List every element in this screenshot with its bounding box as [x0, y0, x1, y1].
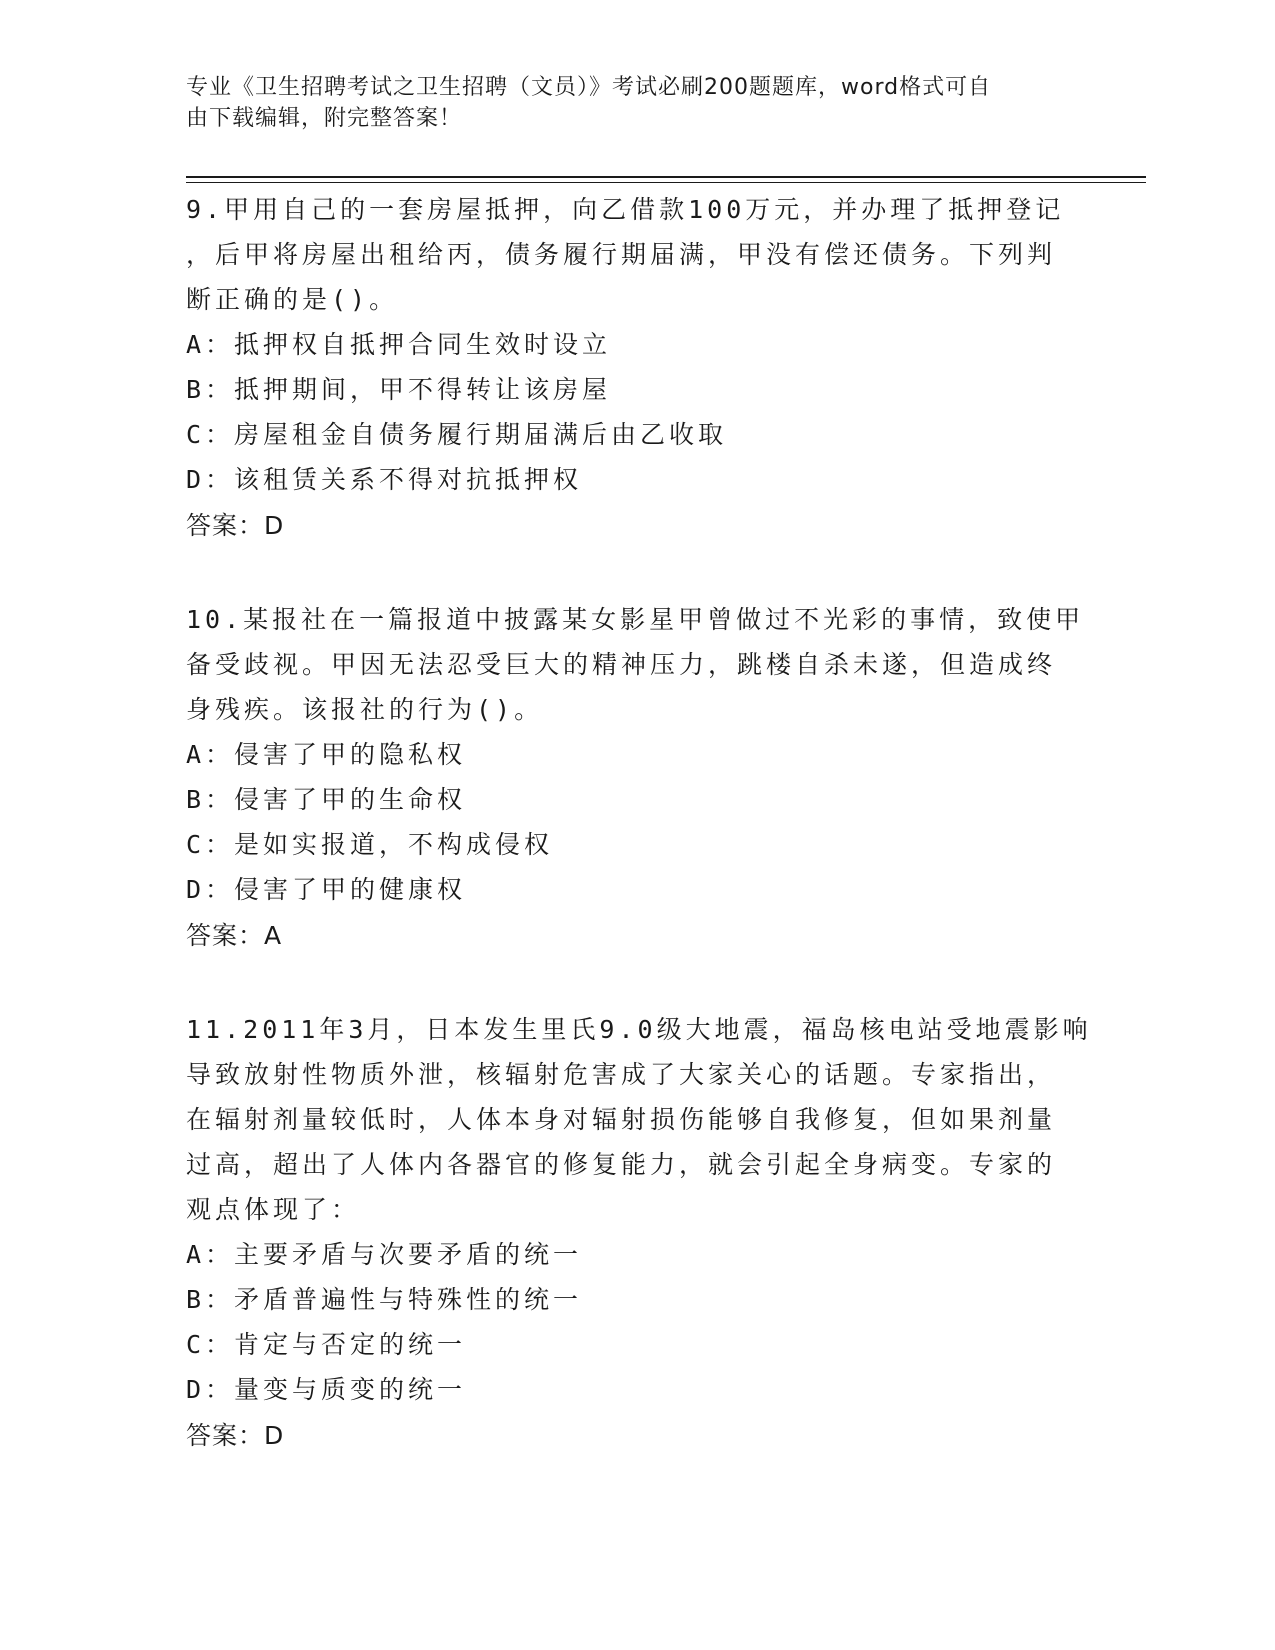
- stem-line: 断正确的是()。: [186, 285, 399, 314]
- question-stem: [186, 597, 1086, 732]
- option-d: D：侵害了甲的健康权: [186, 875, 467, 904]
- option-d: D：量变与质变的统一: [186, 1375, 467, 1404]
- stem-line: 备受歧视。甲因无法忍受巨大的精神压力，跳楼自杀未遂，但造成终: [186, 650, 1057, 679]
- option-c: C：肯定与否定的统一: [186, 1330, 467, 1359]
- header-line-1: 专业《卫生招聘考试之卫生招聘（文员）》考试必刷200题题库，word格式可自: [186, 75, 992, 100]
- document-header: [186, 72, 1066, 134]
- option-a: A：抵押权自抵押合同生效时设立: [186, 330, 612, 359]
- option-c: C：房屋租金自债务履行期届满后由乙收取: [186, 420, 728, 449]
- option-d: D：该租赁关系不得对抗抵押权: [186, 465, 583, 494]
- option-b: B：侵害了甲的生命权: [186, 785, 467, 814]
- stem-line: 9.甲用自己的一套房屋抵押，向乙借款100万元，并办理了抵押登记: [186, 195, 1065, 224]
- option-b: B：抵押期间，甲不得转让该房屋: [186, 375, 612, 404]
- stem-line: 10.某报社在一篇报道中披露某女影星甲曾做过不光彩的事情，致使甲: [186, 605, 1085, 634]
- question-list: [186, 187, 1092, 1507]
- question-11: [186, 1007, 1092, 1459]
- header-rule-thick: [186, 176, 1146, 178]
- question-stem: [186, 1007, 1092, 1232]
- question-9: [186, 187, 1086, 549]
- stem-line: 身残疾。该报社的行为()。: [186, 695, 544, 724]
- header-line-2: 由下载编辑，附完整答案！: [186, 106, 463, 131]
- question-stem: [186, 187, 1086, 322]
- answer-label: 答案：D: [186, 1421, 285, 1450]
- stem-line: 观点体现了：: [186, 1195, 361, 1224]
- stem-line: 11.2011年3月，日本发生里氏9.0级大地震，福岛核电站受地震影响: [186, 1015, 1092, 1044]
- stem-line: 过高，超出了人体内各器官的修复能力，就会引起全身病变。专家的: [186, 1150, 1057, 1179]
- stem-line: 在辐射剂量较低时，人体本身对辐射损伤能够自我修复，但如果剂量: [186, 1105, 1057, 1134]
- answer-label: 答案：A: [186, 921, 283, 950]
- option-c: C：是如实报道，不构成侵权: [186, 830, 554, 859]
- header-rule-thin: [186, 182, 1146, 183]
- question-10: [186, 597, 1086, 959]
- stem-line: ，后甲将房屋出租给丙，债务履行期届满，甲没有偿还债务。下列判: [186, 240, 1057, 269]
- option-a: A：主要矛盾与次要矛盾的统一: [186, 1240, 583, 1269]
- stem-line: 导致放射性物质外泄，核辐射危害成了大家关心的话题。专家指出，: [186, 1060, 1057, 1089]
- option-b: B：矛盾普遍性与特殊性的统一: [186, 1285, 583, 1314]
- option-a: A：侵害了甲的隐私权: [186, 740, 467, 769]
- answer-label: 答案：D: [186, 511, 285, 540]
